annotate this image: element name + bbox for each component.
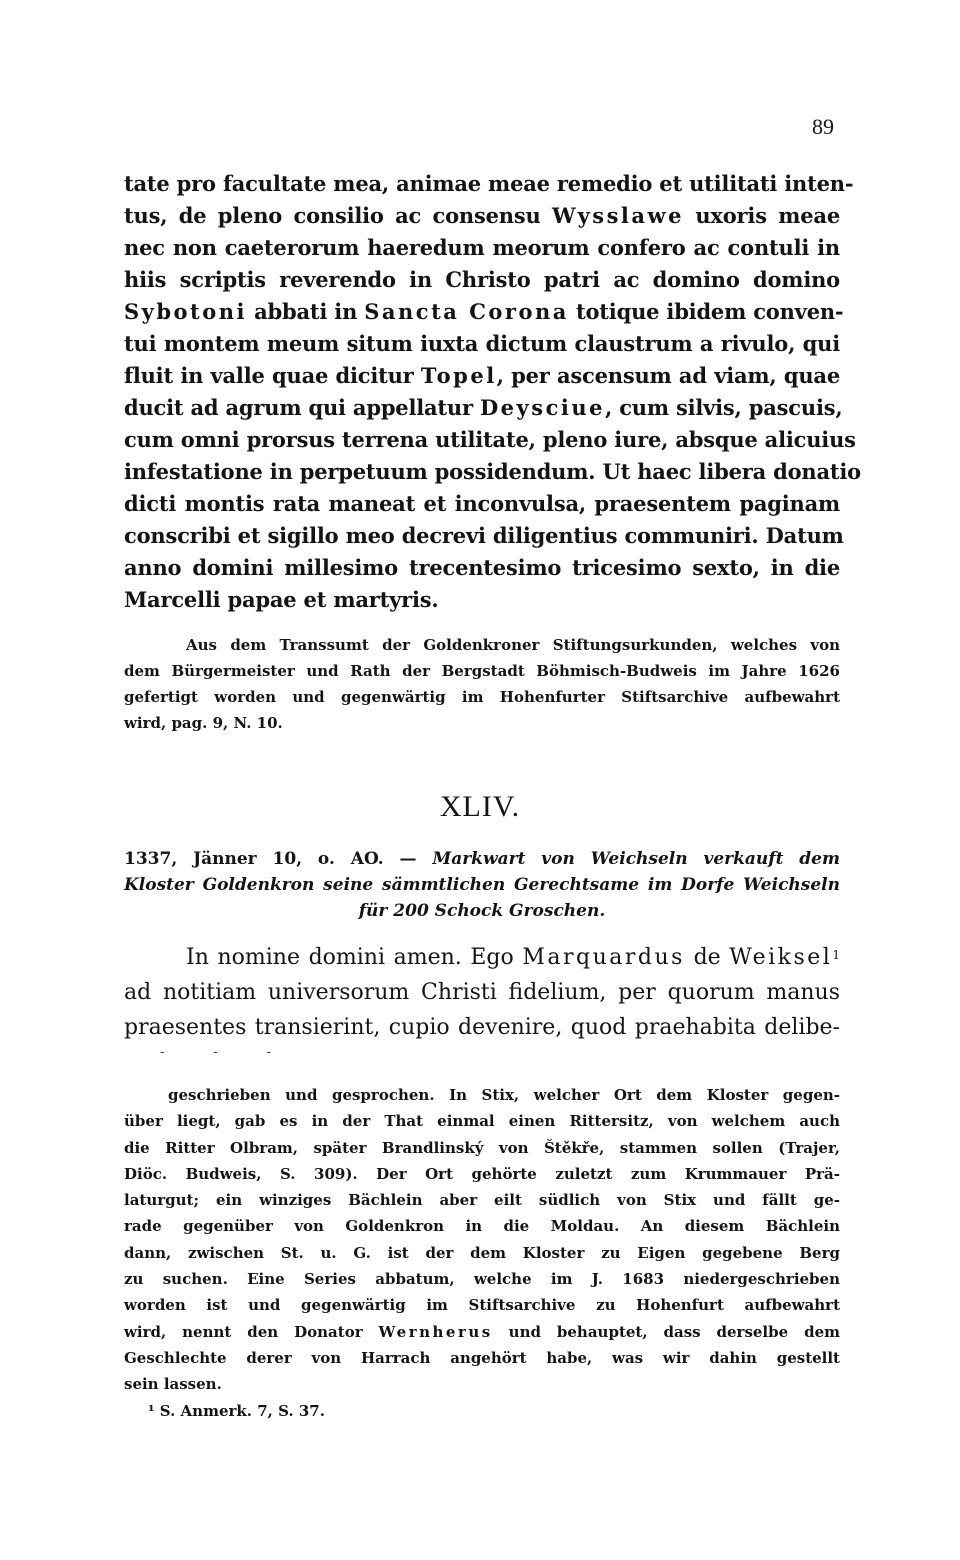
main-text (124, 168, 861, 616)
spaced-name: Topel (420, 363, 497, 388)
charter-place: Weiksel (729, 945, 833, 970)
main-text-line: Marcelli papae et martyris. (124, 587, 439, 612)
source-note-line: gefertigt worden und gegenwärtig im Hohenfurter Stiftsarchive aufbewahrt (124, 688, 840, 706)
source-note-line: dem Bürgermeister und Rath der Bergstadt Böhmisch-Budweis im Jahre 1626 (124, 662, 840, 680)
main-text-line: nec non caeterorum haeredum meorum confero ac contuli in (124, 235, 840, 260)
footnote-line: sein lassen. (124, 1375, 222, 1394)
charter-line-3: praesentes transierint, cupio devenire, quod praehabita delibe- (124, 1015, 840, 1040)
footnote-line: geschrieben und gesprochen. In Stix, welcher Ort dem Kloster gegen- (168, 1086, 840, 1104)
document-heading (124, 846, 840, 924)
charter-name: Marquardus (522, 945, 685, 970)
separator: - - - (160, 1044, 294, 1060)
charter-line-1-start: In nomine domini amen. Ego (186, 945, 514, 970)
main-text-line: anno domini millesimo trecentesimo tricesimo sexto, in die (124, 555, 840, 580)
charter-line-2: ad notitiam universorum Christi fidelium, per quorum manus (124, 980, 840, 1005)
heading-line-1 (124, 846, 840, 872)
main-text-line: conscribi et sigillo meo decrevi diligentius communiri. Datum (124, 523, 844, 548)
footnote-line: rade gegenüber von Goldenkron in die Moldau. An diesem Bächlein (124, 1217, 840, 1236)
heading-dash: — (399, 849, 417, 869)
footnote-line: Geschlechte derer von Harrach angehört habe, was wir dahin gestellt (124, 1348, 840, 1367)
footnote-line: wird, nennt den Donator Wernherus und behauptet, dass derselbe dem (124, 1322, 840, 1341)
main-text-line: ducit ad agrum qui appellatur Deysciue, cum silvis, pascuis, (124, 395, 843, 420)
footnote-line: Diöc. Budweis, S. 309). Der Ort gehörte zuletzt zum Krummauer Prä- (124, 1164, 840, 1183)
main-text-line: hiis scriptis reverendo in Christo patri ac domino domino (124, 267, 840, 292)
spaced-name: Sancta Corona (364, 299, 569, 324)
spaced-name: Deysciue (479, 395, 605, 420)
document-number: XLIV. (439, 790, 521, 823)
charter-text (124, 940, 840, 1045)
source-note-line: Aus dem Transsumt der Goldenkroner Stiftungsurkunden, welches von (186, 636, 840, 654)
main-text-line: tus, de pleno consilio ac consensu Wysslawe uxoris meae (124, 203, 840, 228)
source-note-line: wird, pag. 9, N. 10. (124, 714, 283, 732)
main-text-line: cum omni prorsus terrena utilitate, pleno iure, absque alicuius (124, 427, 856, 452)
source-note (124, 632, 840, 736)
main-text-line: fluit in valle quae dicitur Topel, per ascensum ad viam, quae (124, 363, 840, 388)
main-text-line: Sybotoni abbati in Sancta Corona totique ibidem conven- (124, 299, 844, 324)
heading-date: 1337, Jänner 10, o. AO. (124, 849, 384, 869)
heading-summary-3: für 200 Schock Groschen. (358, 901, 606, 921)
main-text-line: infestatione in perpetuum possidendum. Ut haec libera donatio (124, 459, 861, 484)
footnote-line: die Ritter Olbram, später Brandlinský von Štěkře, stammen sollen (Trajer, (124, 1138, 840, 1157)
footnote-marker: 1 (832, 948, 840, 962)
page-number: 89 (812, 114, 834, 139)
footnote-reference: ¹ S. Anmerk. 7, S. 37. (148, 1401, 325, 1420)
footnote-line: zu suchen. Eine Series abbatum, welche im J. 1683 niedergeschrieben (124, 1270, 840, 1289)
charter-line-1-mid: de (693, 945, 721, 970)
footnote-line: dann, zwischen St. u. G. ist der dem Kloster zu Eigen gegebene Berg (124, 1243, 840, 1262)
spaced-name: Wernherus (378, 1322, 493, 1341)
main-text-line: tate pro facultate mea, animae meae remedio et utilitati inten- (124, 171, 854, 196)
spaced-name: Sybotoni (124, 299, 248, 324)
heading-summary-2: Kloster Goldenkron seine sämmtlichen Gerechtsame im Dorfe Weichseln (124, 875, 840, 895)
spaced-name: Wysslawe (551, 203, 684, 228)
main-text-line: tui montem meum situm iuxta dictum claustrum a rivulo, qui (124, 331, 840, 356)
footnote-line: über liegt, gab es in der That einmal einen Rittersitz, von welchem auch (124, 1112, 840, 1131)
footnote-block (124, 1082, 840, 1424)
heading-summary-1: Markwart von Weichseln verkauft dem (432, 849, 840, 869)
footnote-line: laturgut; ein winziges Bächlein aber eilt südlich von Stix und fällt ge- (124, 1191, 840, 1210)
charter-line-1 (124, 940, 840, 975)
main-text-line: dicti montis rata maneat et inconvulsa, praesentem paginam (124, 491, 840, 516)
footnote-line: worden ist und gegenwärtig im Stiftsarchive zu Hohenfurt aufbewahrt (124, 1296, 840, 1315)
